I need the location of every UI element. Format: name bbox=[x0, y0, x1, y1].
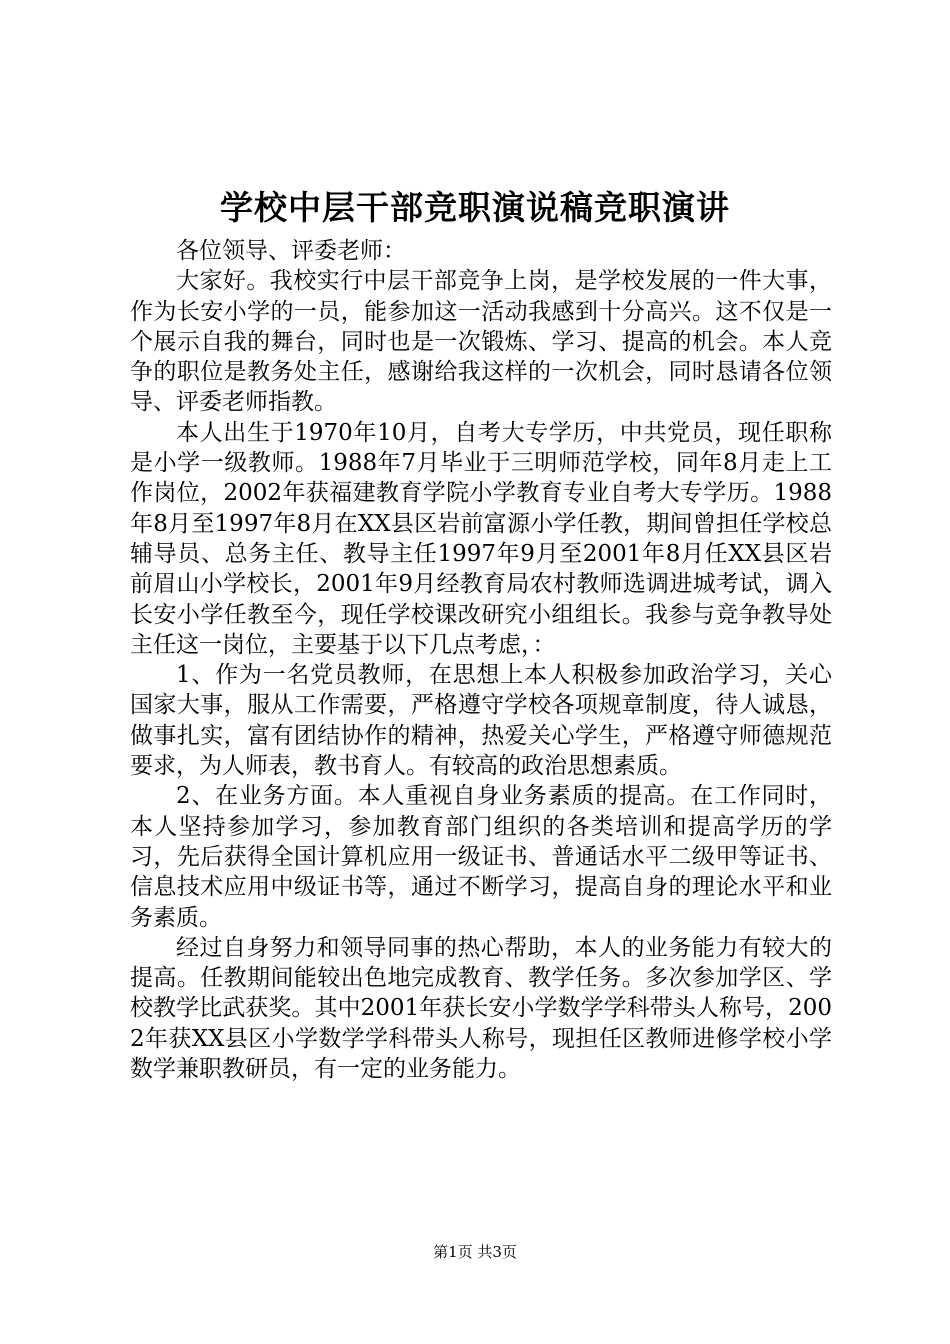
salutation-paragraph: 各位领导、评委老师： bbox=[176, 238, 406, 264]
point-one-paragraph: 1、作为一名党员教师，在思想上本人积极参加政治学习，关心国家大事，服从工作需要，严格遵守学校各项规章制度，待人诚恳，做事扎实，富有团结协作的精神，热爱关心学生，严格遵守师德规范要求，为人师表，教书育人。有较高的政治思想素质。 bbox=[130, 662, 832, 780]
page-indicator: 第1页 共3页 bbox=[433, 1243, 517, 1261]
point-two-paragraph: 2、在业务方面。本人重视自身业务素质的提高。在工作同时，本人坚持参加学习，参加教育部门组织的各类培训和提高学历的学习，先后获得全国计算机应用一级证书、普通话水平二级甲等证书、信息技术应用中级证书等，通过不断学习，提高自身的理论水平和业务素质。 bbox=[130, 783, 832, 931]
document-body bbox=[130, 236, 832, 1084]
achievements-paragraph: 经过自身努力和领导同事的热心帮助，本人的业务能力有较大的提高。任教期间能较出色地完成教育、教学任务。多次参加学区、学校教学比武获奖。其中2001年获长安小学数学学科带头人称号，2002年获XX县区小学数学学科带头人称号，现担任区教师进修学校小学数学兼职教研员，有一定的业务能力。 bbox=[130, 934, 832, 1083]
background-paragraph: 本人出生于1970年10月，自考大专学历，中共党员，现任职称是小学一级教师。1988年7月毕业于三明师范学校，同年8月走上工作岗位，2002年获福建教育学院小学教育专业自考大专学历。1988年8月至1997年8月在XX县区岩前富源小学任教，期间曾担任学校总辅导员、总务主任、教导主任1997年9月至2001年8月任XX县区岩前眉山小学校长，2001年9月经教育局农村教师选调进城考试，调入长安小学任教至今，现任学校课改研究小组组长。我参与竞争教导处主任这一岗位，主要基于以下几点考虑，： bbox=[130, 419, 832, 658]
page-footer bbox=[0, 1242, 950, 1262]
intro-paragraph: 大家好。我校实行中层干部竞争上岗，是学校发展的一件大事，作为长安小学的一员，能参加这一活动我感到十分高兴。这不仅是一个展示自我的舞台，同时也是一次锻炼、学习、提高的机会。本人竞争的职位是教务处主任，感谢给我这样的一次机会，同时恳请各位领导、评委老师指教。 bbox=[130, 268, 832, 416]
document-title: 学校中层干部竞职演说稿竞职演讲 bbox=[220, 188, 730, 227]
